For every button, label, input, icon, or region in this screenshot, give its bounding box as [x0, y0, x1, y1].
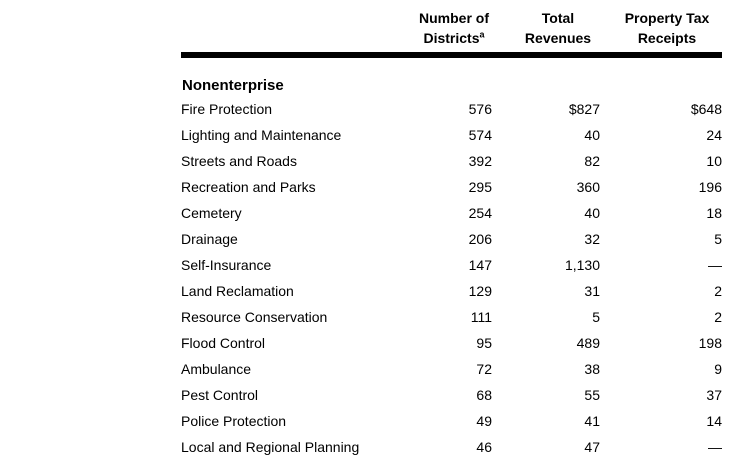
- table-row: [181, 304, 722, 330]
- table-row: [181, 408, 722, 434]
- category-cell: Cemetery: [181, 205, 242, 221]
- receipts-cell: 24: [706, 127, 722, 143]
- receipts-cell: —: [708, 257, 722, 273]
- receipts-cell: $648: [690, 101, 722, 117]
- districts-cell: 72: [476, 361, 492, 377]
- receipts-cell: 10: [706, 153, 722, 169]
- districts-cell: 95: [476, 335, 492, 351]
- col-header-districts-line1: Number of: [419, 10, 489, 26]
- districts-cell: 49: [476, 413, 492, 429]
- districts-cell: 129: [468, 283, 492, 299]
- table-row: [181, 356, 722, 382]
- receipts-cell: 9: [714, 361, 722, 377]
- revenues-cell: 82: [584, 153, 600, 169]
- table-body: [181, 55, 722, 459]
- col-header-revenues-line1: Total: [541, 10, 575, 26]
- category-cell: Pest Control: [181, 387, 259, 403]
- revenues-cell: 32: [584, 231, 600, 247]
- revenues-cell: 489: [576, 335, 600, 351]
- footnote-marker: a: [479, 29, 485, 40]
- revenues-cell: 360: [576, 179, 600, 195]
- districts-cell: 392: [468, 153, 492, 169]
- table-row: [181, 382, 722, 408]
- revenues-cell: 40: [584, 127, 600, 143]
- col-header-districts: [410, 0, 492, 55]
- districts-cell: 576: [468, 101, 492, 117]
- districts-table: [181, 0, 722, 459]
- section-row: [181, 55, 722, 96]
- districts-cell: 254: [468, 205, 492, 221]
- revenues-cell: 38: [584, 361, 600, 377]
- category-cell: Ambulance: [181, 361, 252, 377]
- category-cell: Flood Control: [181, 335, 266, 351]
- col-header-receipts: [600, 0, 722, 55]
- receipts-cell: 14: [706, 413, 722, 429]
- receipts-cell: 18: [706, 205, 722, 221]
- table-row: [181, 330, 722, 356]
- category-cell: Local and Regional Planning: [181, 439, 360, 455]
- districts-cell: 574: [468, 127, 492, 143]
- revenues-cell: $827: [568, 101, 600, 117]
- districts-cell: 68: [476, 387, 492, 403]
- category-cell: Resource Conservation: [181, 309, 328, 325]
- category-cell: Streets and Roads: [181, 153, 297, 169]
- revenues-cell: 40: [584, 205, 600, 221]
- districts-cell: 111: [470, 309, 492, 325]
- receipts-cell: 2: [714, 283, 722, 299]
- col-header-receipts-line1: Property Tax: [624, 10, 710, 26]
- receipts-cell: 2: [714, 309, 722, 325]
- category-cell: Self-Insurance: [181, 257, 272, 273]
- receipts-cell: 5: [714, 231, 722, 247]
- table-header: [181, 0, 722, 55]
- receipts-cell: 198: [698, 335, 722, 351]
- districts-cell: 206: [468, 231, 492, 247]
- table-row: [181, 148, 722, 174]
- revenues-cell: 5: [592, 309, 600, 325]
- table-row: [181, 122, 722, 148]
- districts-cell: 147: [468, 257, 492, 273]
- table-row: [181, 96, 722, 122]
- col-header-revenues: [492, 0, 600, 55]
- revenues-cell: 55: [584, 387, 600, 403]
- receipts-cell: —: [708, 439, 722, 455]
- table-row: [181, 252, 722, 278]
- revenues-cell: 47: [584, 439, 600, 455]
- table-row: [181, 226, 722, 252]
- col-header-districts-line2: [416, 28, 492, 48]
- districts-cell: 46: [476, 439, 492, 455]
- category-cell: Drainage: [181, 231, 238, 247]
- receipts-cell: 37: [706, 387, 722, 403]
- category-cell: Police Protection: [181, 413, 287, 429]
- header-row: [181, 0, 722, 55]
- revenues-cell: 31: [584, 283, 600, 299]
- category-cell: Recreation and Parks: [181, 179, 316, 195]
- col-header-category: [181, 0, 410, 55]
- col-header-revenues-line2: Revenues: [524, 30, 592, 46]
- category-cell: Fire Protection: [181, 101, 273, 117]
- receipts-cell: 196: [698, 179, 722, 195]
- revenues-cell: 41: [584, 413, 600, 429]
- districts-cell: 295: [468, 179, 492, 195]
- table-row: [181, 200, 722, 226]
- revenues-cell: 1,130: [564, 257, 600, 273]
- category-cell: Lighting and Maintenance: [181, 127, 342, 143]
- col-header-receipts-line2: Receipts: [637, 30, 697, 46]
- col-header-districts-word: Districts: [423, 30, 480, 46]
- category-cell: Land Reclamation: [181, 283, 294, 299]
- table-row: [181, 278, 722, 304]
- table-row: [181, 174, 722, 200]
- table-row: [181, 434, 722, 459]
- section-heading: Nonenterprise: [182, 77, 284, 94]
